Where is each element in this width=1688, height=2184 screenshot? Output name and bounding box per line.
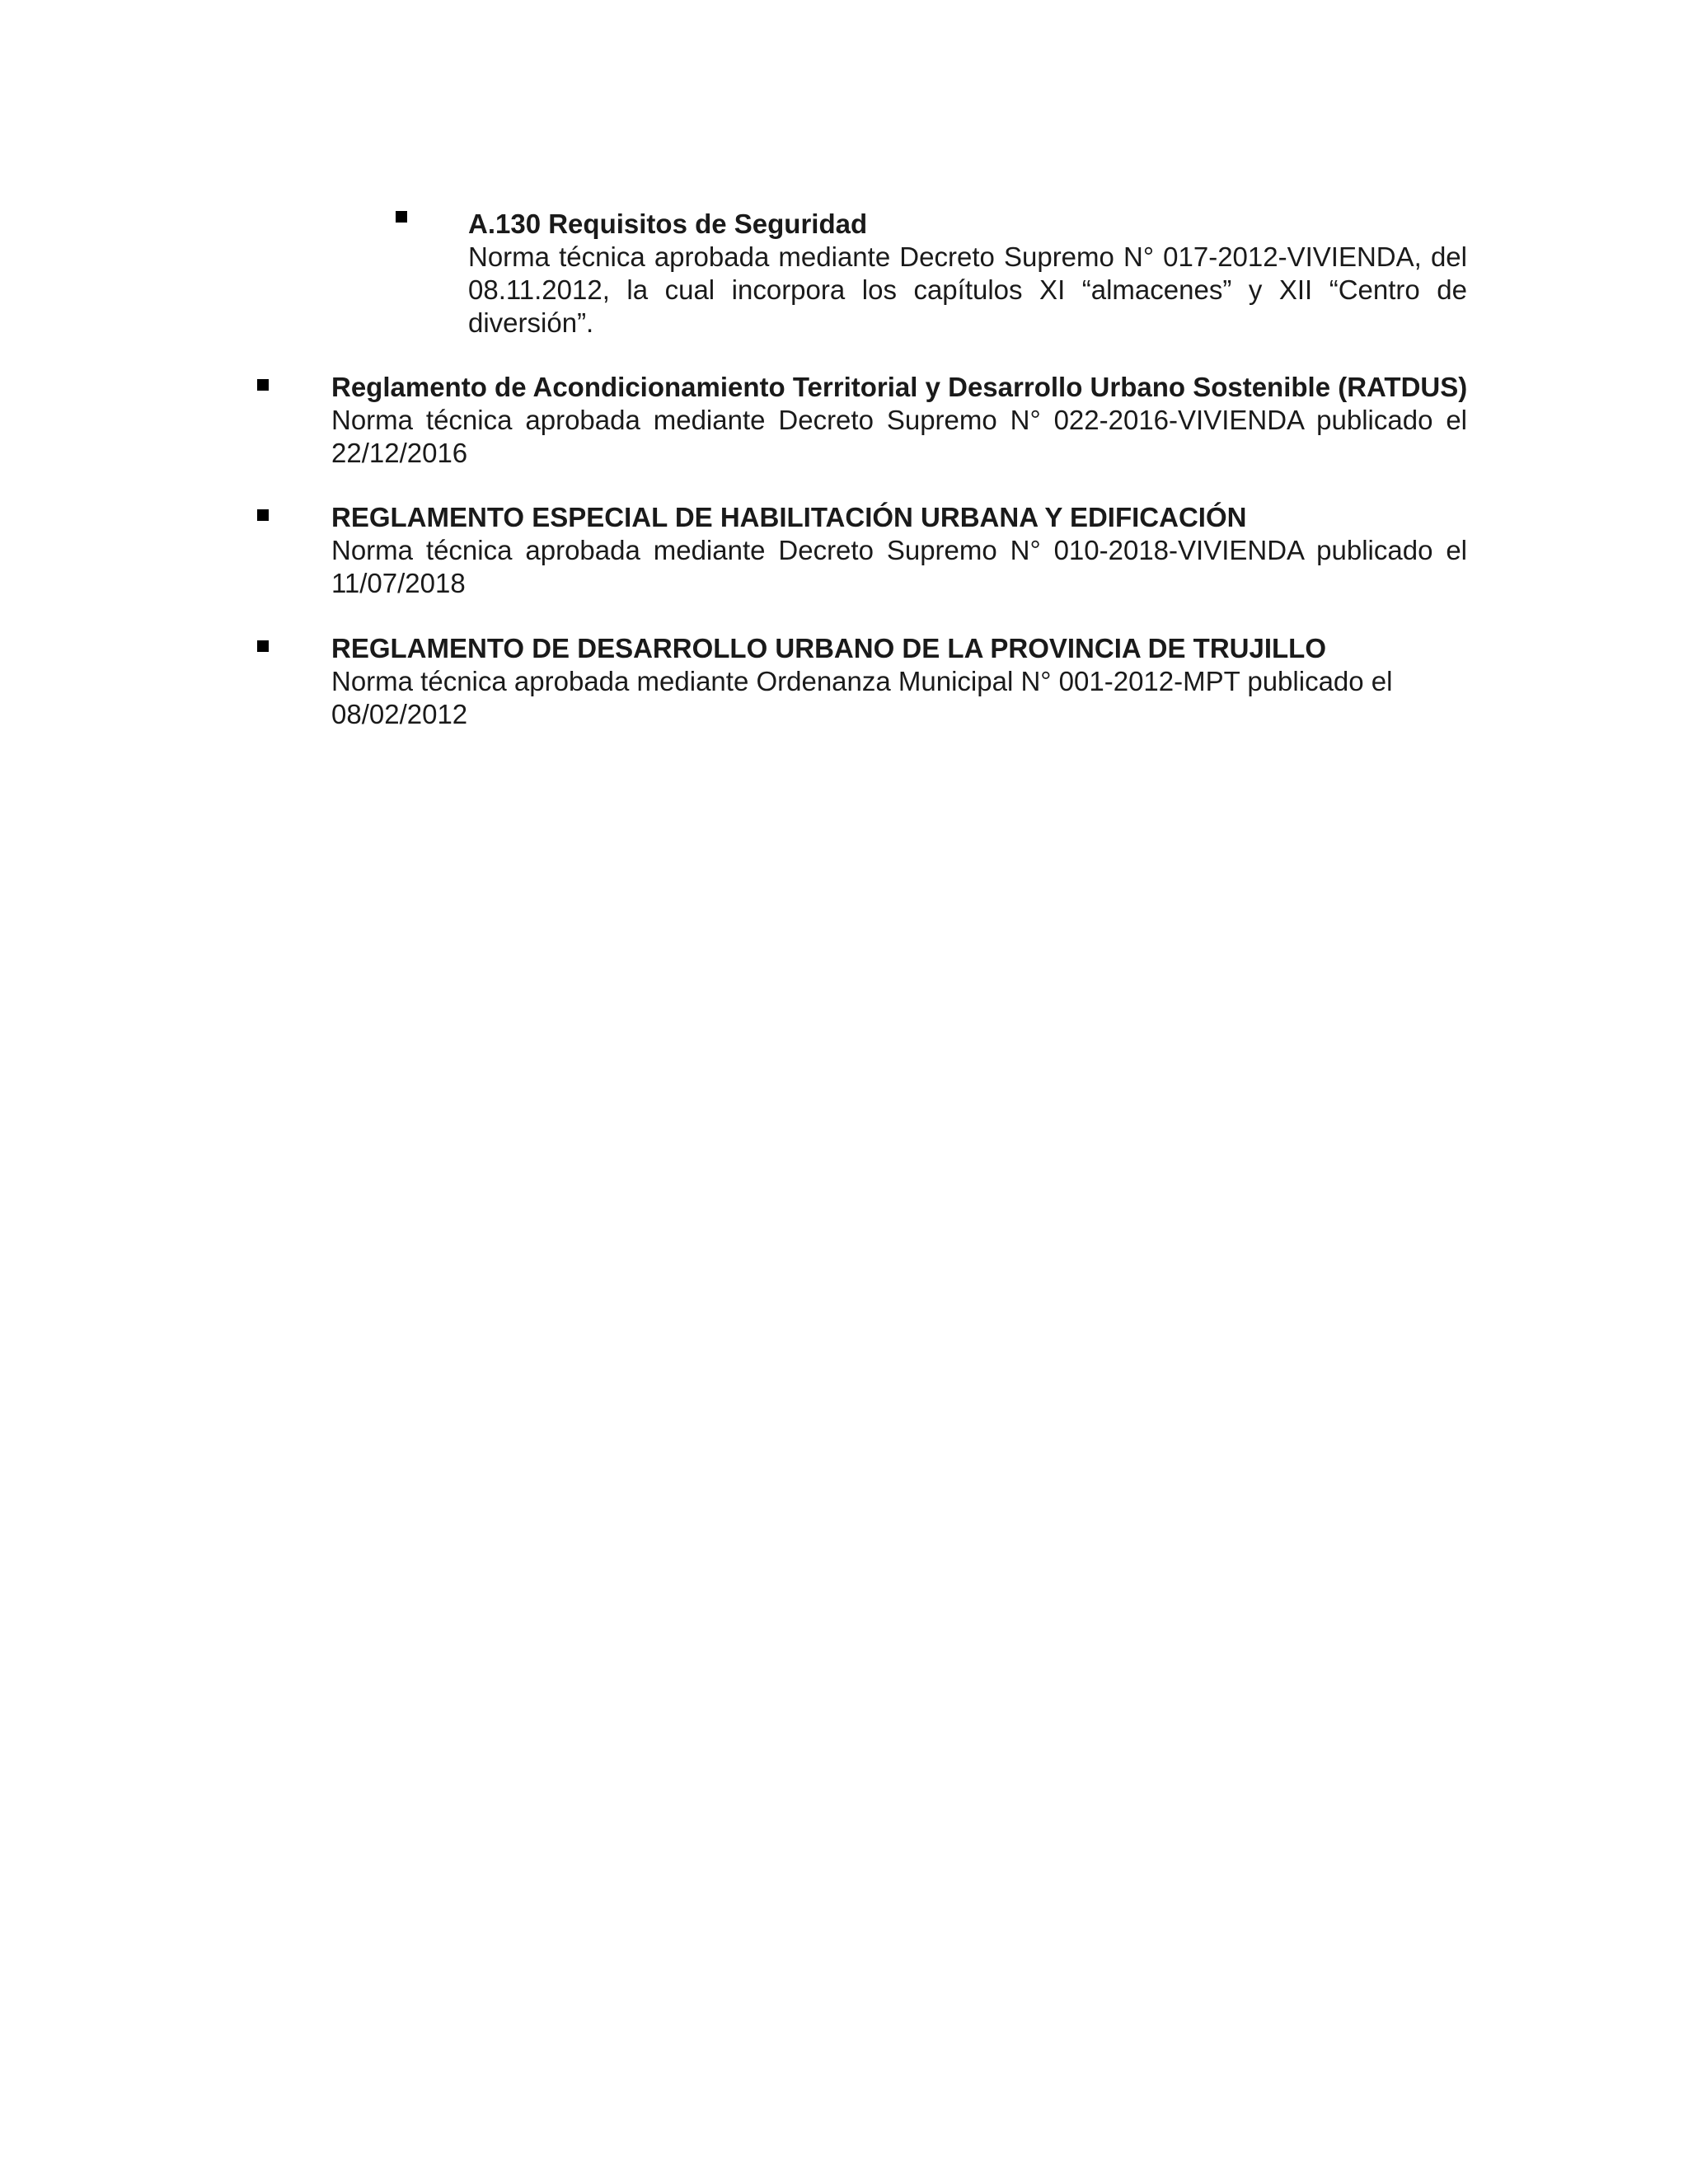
square-bullet-icon: [257, 640, 269, 652]
entry-title: REGLAMENTO DE DESARROLLO URBANO DE LA PROVINCIA DE TRUJILLO: [331, 633, 1326, 663]
entry-description: Norma técnica aprobada mediante Decreto Supremo N° 010-2018-VIVIENDA publicado el 11/07/2018: [331, 535, 1467, 598]
list-item-ratdus: [331, 371, 1467, 470]
entry-description: Norma técnica aprobada mediante Decreto Supremo N° 022-2016-VIVIENDA publicado el 22/12/2016: [331, 405, 1467, 468]
list-item-a130: [468, 208, 1467, 340]
entry-title: REGLAMENTO ESPECIAL DE HABILITACIÓN URBANA Y EDIFICACIÓN: [331, 502, 1247, 532]
square-bullet-icon: [396, 211, 407, 223]
square-bullet-icon: [257, 509, 269, 521]
entry-title: Reglamento de Acondicionamiento Territorial y Desarrollo Urbano Sostenible (RATDUS): [331, 372, 1468, 402]
list-item-reglamento-especial: [331, 501, 1467, 600]
entry-description: Norma técnica aprobada mediante Decreto Supremo N° 017-2012-VIVIENDA, del 08.11.2012, la cual incorpora los capítulos XI “almacenes” y XII “Centro de diversión”.: [468, 241, 1467, 338]
entry-title: A.130 Requisitos de Seguridad: [468, 209, 868, 239]
list-item-trujillo: [331, 632, 1467, 731]
entry-description: Norma técnica aprobada mediante Ordenanza Municipal N° 001-2012-MPT publicado el 08/02/2012: [331, 666, 1393, 729]
square-bullet-icon: [257, 379, 269, 391]
